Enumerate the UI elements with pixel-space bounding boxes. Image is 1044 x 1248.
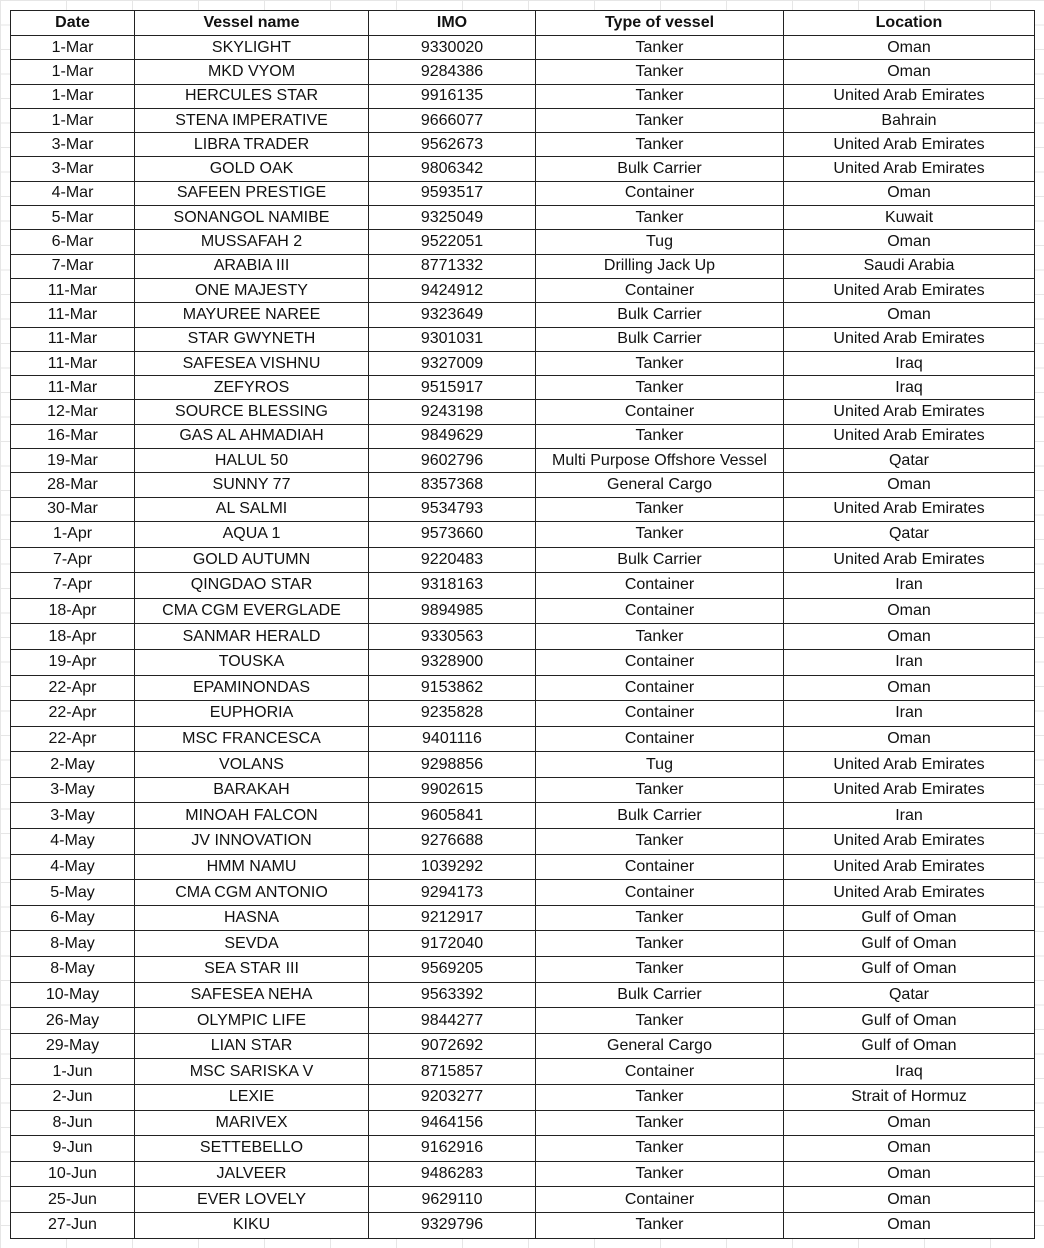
vessel-name-cell[interactable]: ZEFYROS xyxy=(135,376,369,400)
table-row xyxy=(11,497,1035,521)
vessel-name-cell[interactable]: SONANGOL NAMIBE xyxy=(135,206,369,230)
imo-cell[interactable]: 9916135 xyxy=(369,84,536,108)
imo-cell[interactable]: 9666077 xyxy=(369,108,536,132)
imo-cell[interactable]: 9318163 xyxy=(369,573,536,599)
date-cell[interactable]: 1-Mar xyxy=(11,84,135,108)
table-row xyxy=(11,982,1035,1008)
imo-cell[interactable]: 9806342 xyxy=(369,157,536,181)
type-cell[interactable]: Tanker xyxy=(536,1085,784,1111)
imo-cell[interactable]: 9515917 xyxy=(369,376,536,400)
table-row xyxy=(11,303,1035,327)
imo-cell[interactable]: 8357368 xyxy=(369,473,536,497)
table-row xyxy=(11,803,1035,829)
header-row xyxy=(11,11,1035,36)
vessel-name-cell[interactable]: SEVDA xyxy=(135,931,369,957)
location-cell[interactable]: United Arab Emirates xyxy=(784,497,1035,521)
type-cell[interactable]: Tanker xyxy=(536,1212,784,1238)
vessel-name-cell[interactable]: VOLANS xyxy=(135,752,369,778)
type-cell[interactable]: Tanker xyxy=(536,108,784,132)
imo-cell[interactable]: 9294173 xyxy=(369,880,536,906)
imo-cell[interactable]: 9212917 xyxy=(369,905,536,931)
table-row xyxy=(11,905,1035,931)
type-cell[interactable]: Drilling Jack Up xyxy=(536,254,784,278)
vessel-name-cell[interactable]: SETTEBELLO xyxy=(135,1136,369,1162)
vessel-name-cell[interactable]: SUNNY 77 xyxy=(135,473,369,497)
date-cell[interactable]: 6-May xyxy=(11,905,135,931)
type-cell[interactable]: Tanker xyxy=(536,931,784,957)
vessel-name-cell[interactable]: GOLD AUTUMN xyxy=(135,547,369,573)
date-cell[interactable]: 8-May xyxy=(11,957,135,983)
type-cell[interactable]: Tanker xyxy=(536,133,784,157)
table-row xyxy=(11,675,1035,701)
table-row xyxy=(11,880,1035,906)
imo-cell[interactable]: 9298856 xyxy=(369,752,536,778)
vessel-name-cell[interactable]: MUSSAFAH 2 xyxy=(135,230,369,254)
type-cell[interactable]: Container xyxy=(536,1059,784,1085)
date-cell[interactable]: 11-Mar xyxy=(11,351,135,375)
type-cell[interactable]: Tanker xyxy=(536,1008,784,1034)
type-cell[interactable]: Tanker xyxy=(536,905,784,931)
table-row xyxy=(11,624,1035,650)
vessel-name-cell[interactable]: MAYUREE NAREE xyxy=(135,303,369,327)
date-cell[interactable]: 1-Mar xyxy=(11,108,135,132)
table-row xyxy=(11,854,1035,880)
location-cell[interactable]: Bahrain xyxy=(784,108,1035,132)
table-row xyxy=(11,36,1035,60)
date-cell[interactable]: 10-Jun xyxy=(11,1161,135,1187)
vessel-name-cell[interactable]: SAFESEA VISHNU xyxy=(135,351,369,375)
location-cell[interactable]: Gulf of Oman xyxy=(784,931,1035,957)
table-row xyxy=(11,108,1035,132)
location-cell[interactable]: United Arab Emirates xyxy=(784,880,1035,906)
type-cell[interactable]: Bulk Carrier xyxy=(536,982,784,1008)
vessel-name-cell[interactable]: STAR GWYNETH xyxy=(135,327,369,351)
location-cell[interactable]: Qatar xyxy=(784,521,1035,547)
vessel-name-cell[interactable]: MSC SARISKA V xyxy=(135,1059,369,1085)
table-row xyxy=(11,547,1035,573)
location-cell[interactable]: Kuwait xyxy=(784,206,1035,230)
table-row xyxy=(11,1008,1035,1034)
imo-cell[interactable]: 9153862 xyxy=(369,675,536,701)
date-cell[interactable]: 11-Mar xyxy=(11,278,135,302)
type-cell[interactable]: Tanker xyxy=(536,1161,784,1187)
imo-cell[interactable]: 9563392 xyxy=(369,982,536,1008)
header-date[interactable]: Date xyxy=(11,11,135,36)
location-cell[interactable]: Oman xyxy=(784,473,1035,497)
table-row xyxy=(11,230,1035,254)
location-cell[interactable]: Iraq xyxy=(784,351,1035,375)
location-cell[interactable]: United Arab Emirates xyxy=(784,133,1035,157)
location-cell[interactable]: United Arab Emirates xyxy=(784,157,1035,181)
date-cell[interactable]: 4-Mar xyxy=(11,181,135,205)
location-cell[interactable]: Oman xyxy=(784,726,1035,752)
imo-cell[interactable]: 9220483 xyxy=(369,547,536,573)
date-cell[interactable]: 18-Apr xyxy=(11,624,135,650)
date-cell[interactable]: 22-Apr xyxy=(11,675,135,701)
table-row xyxy=(11,598,1035,624)
vessel-name-cell[interactable]: EUPHORIA xyxy=(135,701,369,727)
location-cell[interactable]: Strait of Hormuz xyxy=(784,1085,1035,1111)
location-cell[interactable]: United Arab Emirates xyxy=(784,777,1035,803)
type-cell[interactable]: Tug xyxy=(536,230,784,254)
imo-cell[interactable]: 9284386 xyxy=(369,60,536,84)
imo-cell[interactable]: 9593517 xyxy=(369,181,536,205)
date-cell[interactable]: 11-Mar xyxy=(11,376,135,400)
date-cell[interactable]: 6-Mar xyxy=(11,230,135,254)
location-cell[interactable]: United Arab Emirates xyxy=(784,84,1035,108)
imo-cell[interactable]: 9276688 xyxy=(369,829,536,855)
vessel-name-cell[interactable]: TOUSKA xyxy=(135,649,369,675)
table-row xyxy=(11,84,1035,108)
vessel-name-cell[interactable]: AQUA 1 xyxy=(135,521,369,547)
imo-cell[interactable]: 9327009 xyxy=(369,351,536,375)
type-cell[interactable]: Bulk Carrier xyxy=(536,803,784,829)
table-row xyxy=(11,157,1035,181)
location-cell[interactable]: Oman xyxy=(784,1161,1035,1187)
vessel-name-cell[interactable]: SOURCE BLESSING xyxy=(135,400,369,424)
location-cell[interactable]: Iran xyxy=(784,649,1035,675)
vessel-name-cell[interactable]: LIAN STAR xyxy=(135,1033,369,1059)
location-cell[interactable]: Oman xyxy=(784,181,1035,205)
type-cell[interactable]: Tanker xyxy=(536,206,784,230)
location-cell[interactable]: United Arab Emirates xyxy=(784,400,1035,424)
type-cell[interactable]: Container xyxy=(536,278,784,302)
location-cell[interactable]: Gulf of Oman xyxy=(784,957,1035,983)
table-body xyxy=(11,36,1035,1239)
date-cell[interactable]: 29-May xyxy=(11,1033,135,1059)
date-cell[interactable]: 12-Mar xyxy=(11,400,135,424)
imo-cell[interactable]: 9569205 xyxy=(369,957,536,983)
imo-cell[interactable]: 9573660 xyxy=(369,521,536,547)
vessel-name-cell[interactable]: KIKU xyxy=(135,1212,369,1238)
location-cell[interactable]: Saudi Arabia xyxy=(784,254,1035,278)
date-cell[interactable]: 3-Mar xyxy=(11,157,135,181)
date-cell[interactable]: 4-May xyxy=(11,829,135,855)
imo-cell[interactable]: 8771332 xyxy=(369,254,536,278)
vessel-name-cell[interactable]: HERCULES STAR xyxy=(135,84,369,108)
type-cell[interactable]: Bulk Carrier xyxy=(536,547,784,573)
imo-cell[interactable]: 9486283 xyxy=(369,1161,536,1187)
vessel-name-cell[interactable]: GOLD OAK xyxy=(135,157,369,181)
date-cell[interactable]: 2-Jun xyxy=(11,1085,135,1111)
date-cell[interactable]: 11-Mar xyxy=(11,327,135,351)
imo-cell[interactable]: 8715857 xyxy=(369,1059,536,1085)
table-row xyxy=(11,351,1035,375)
imo-cell[interactable]: 9424912 xyxy=(369,278,536,302)
location-cell[interactable]: Oman xyxy=(784,60,1035,84)
table-row xyxy=(11,449,1035,473)
table-row xyxy=(11,254,1035,278)
date-cell[interactable]: 27-Jun xyxy=(11,1212,135,1238)
location-cell[interactable]: Qatar xyxy=(784,449,1035,473)
location-cell[interactable]: United Arab Emirates xyxy=(784,547,1035,573)
date-cell[interactable]: 3-Mar xyxy=(11,133,135,157)
vessel-name-cell[interactable]: MSC FRANCESCA xyxy=(135,726,369,752)
table-row xyxy=(11,424,1035,448)
table-row xyxy=(11,133,1035,157)
vessel-name-cell[interactable]: STENA IMPERATIVE xyxy=(135,108,369,132)
date-cell[interactable]: 30-Mar xyxy=(11,497,135,521)
type-cell[interactable]: Container xyxy=(536,649,784,675)
vessel-name-cell[interactable]: OLYMPIC LIFE xyxy=(135,1008,369,1034)
type-cell[interactable]: Container xyxy=(536,181,784,205)
date-cell[interactable]: 19-Mar xyxy=(11,449,135,473)
type-cell[interactable]: Container xyxy=(536,726,784,752)
location-cell[interactable]: Iran xyxy=(784,573,1035,599)
type-cell[interactable]: Tanker xyxy=(536,84,784,108)
date-cell[interactable]: 25-Jun xyxy=(11,1187,135,1213)
date-cell[interactable]: 2-May xyxy=(11,752,135,778)
vessel-name-cell[interactable]: EPAMINONDAS xyxy=(135,675,369,701)
vessel-name-cell[interactable]: SEA STAR III xyxy=(135,957,369,983)
date-cell[interactable]: 1-Mar xyxy=(11,60,135,84)
location-cell[interactable]: Oman xyxy=(784,36,1035,60)
table-row xyxy=(11,327,1035,351)
table-row xyxy=(11,1136,1035,1162)
type-cell[interactable]: General Cargo xyxy=(536,1033,784,1059)
table-row xyxy=(11,1212,1035,1238)
date-cell[interactable]: 18-Apr xyxy=(11,598,135,624)
type-cell[interactable]: Bulk Carrier xyxy=(536,327,784,351)
imo-cell[interactable]: 9328900 xyxy=(369,649,536,675)
date-cell[interactable]: 19-Apr xyxy=(11,649,135,675)
vessel-name-cell[interactable]: HALUL 50 xyxy=(135,449,369,473)
location-cell[interactable]: Oman xyxy=(784,1212,1035,1238)
type-cell[interactable]: Tanker xyxy=(536,60,784,84)
type-cell[interactable]: General Cargo xyxy=(536,473,784,497)
table-row xyxy=(11,829,1035,855)
type-cell[interactable]: Container xyxy=(536,573,784,599)
date-cell[interactable]: 7-Apr xyxy=(11,547,135,573)
table-row xyxy=(11,726,1035,752)
type-cell[interactable]: Container xyxy=(536,1187,784,1213)
imo-cell[interactable]: 9844277 xyxy=(369,1008,536,1034)
type-cell[interactable]: Container xyxy=(536,675,784,701)
date-cell[interactable]: 8-May xyxy=(11,931,135,957)
date-cell[interactable]: 5-Mar xyxy=(11,206,135,230)
location-cell[interactable]: Oman xyxy=(784,230,1035,254)
date-cell[interactable]: 7-Mar xyxy=(11,254,135,278)
location-cell[interactable]: Iraq xyxy=(784,1059,1035,1085)
type-cell[interactable]: Tanker xyxy=(536,497,784,521)
imo-cell[interactable]: 9235828 xyxy=(369,701,536,727)
table-row xyxy=(11,521,1035,547)
table-row xyxy=(11,473,1035,497)
vessel-name-cell[interactable]: LIBRA TRADER xyxy=(135,133,369,157)
imo-cell[interactable]: 9325049 xyxy=(369,206,536,230)
date-cell[interactable]: 26-May xyxy=(11,1008,135,1034)
date-cell[interactable]: 28-Mar xyxy=(11,473,135,497)
table-row xyxy=(11,1085,1035,1111)
vessel-name-cell[interactable]: JV INNOVATION xyxy=(135,829,369,855)
imo-cell[interactable]: 9602796 xyxy=(369,449,536,473)
date-cell[interactable]: 16-Mar xyxy=(11,424,135,448)
imo-cell[interactable]: 1039292 xyxy=(369,854,536,880)
imo-cell[interactable]: 9072692 xyxy=(369,1033,536,1059)
date-cell[interactable]: 22-Apr xyxy=(11,701,135,727)
type-cell[interactable]: Container xyxy=(536,598,784,624)
location-cell[interactable]: Oman xyxy=(784,303,1035,327)
location-cell[interactable]: Oman xyxy=(784,675,1035,701)
table-row xyxy=(11,1110,1035,1136)
location-cell[interactable]: Oman xyxy=(784,1187,1035,1213)
type-cell[interactable]: Container xyxy=(536,880,784,906)
date-cell[interactable]: 8-Jun xyxy=(11,1110,135,1136)
imo-cell[interactable]: 9902615 xyxy=(369,777,536,803)
location-cell[interactable]: Iraq xyxy=(784,376,1035,400)
location-cell[interactable]: Iran xyxy=(784,701,1035,727)
date-cell[interactable]: 3-May xyxy=(11,803,135,829)
location-cell[interactable]: United Arab Emirates xyxy=(784,752,1035,778)
type-cell[interactable]: Bulk Carrier xyxy=(536,157,784,181)
vessel-name-cell[interactable]: SAFESEA NEHA xyxy=(135,982,369,1008)
type-cell[interactable]: Bulk Carrier xyxy=(536,303,784,327)
vessel-name-cell[interactable]: MKD VYOM xyxy=(135,60,369,84)
vessel-name-cell[interactable]: GAS AL AHMADIAH xyxy=(135,424,369,448)
table-row xyxy=(11,777,1035,803)
imo-cell[interactable]: 9849629 xyxy=(369,424,536,448)
type-cell[interactable]: Tanker xyxy=(536,521,784,547)
imo-cell[interactable]: 9464156 xyxy=(369,1110,536,1136)
table-row xyxy=(11,60,1035,84)
imo-cell[interactable]: 9629110 xyxy=(369,1187,536,1213)
location-cell[interactable]: Iran xyxy=(784,803,1035,829)
table-row xyxy=(11,701,1035,727)
vessel-table xyxy=(10,10,1035,1239)
table-row xyxy=(11,1033,1035,1059)
type-cell[interactable]: Multi Purpose Offshore Vessel xyxy=(536,449,784,473)
date-cell[interactable]: 3-May xyxy=(11,777,135,803)
vessel-name-cell[interactable]: BARAKAH xyxy=(135,777,369,803)
table-row xyxy=(11,1187,1035,1213)
vessel-name-cell[interactable]: ARABIA III xyxy=(135,254,369,278)
header-type-of-vessel[interactable]: Type of vessel xyxy=(536,11,784,36)
vessel-name-cell[interactable]: AL SALMI xyxy=(135,497,369,521)
vessel-name-cell[interactable]: EVER LOVELY xyxy=(135,1187,369,1213)
type-cell[interactable]: Tanker xyxy=(536,1110,784,1136)
vessel-name-cell[interactable]: SKYLIGHT xyxy=(135,36,369,60)
type-cell[interactable]: Tanker xyxy=(536,1136,784,1162)
location-cell[interactable]: Oman xyxy=(784,624,1035,650)
date-cell[interactable]: 1-Jun xyxy=(11,1059,135,1085)
type-cell[interactable]: Tug xyxy=(536,752,784,778)
location-cell[interactable]: Gulf of Oman xyxy=(784,905,1035,931)
vessel-name-cell[interactable]: QINGDAO STAR xyxy=(135,573,369,599)
table-row xyxy=(11,752,1035,778)
vessel-name-cell[interactable]: CMA CGM EVERGLADE xyxy=(135,598,369,624)
header-location[interactable]: Location xyxy=(784,11,1035,36)
table-row xyxy=(11,376,1035,400)
date-cell[interactable]: 1-Apr xyxy=(11,521,135,547)
location-cell[interactable]: United Arab Emirates xyxy=(784,278,1035,302)
imo-cell[interactable]: 9522051 xyxy=(369,230,536,254)
type-cell[interactable]: Tanker xyxy=(536,957,784,983)
vessel-name-cell[interactable]: SANMAR HERALD xyxy=(135,624,369,650)
imo-cell[interactable]: 9203277 xyxy=(369,1085,536,1111)
vessel-name-cell[interactable]: CMA CGM ANTONIO xyxy=(135,880,369,906)
type-cell[interactable]: Tanker xyxy=(536,829,784,855)
type-cell[interactable]: Container xyxy=(536,854,784,880)
location-cell[interactable]: United Arab Emirates xyxy=(784,829,1035,855)
vessel-name-cell[interactable]: LEXIE xyxy=(135,1085,369,1111)
imo-cell[interactable]: 9172040 xyxy=(369,931,536,957)
header-vessel-name[interactable]: Vessel name xyxy=(135,11,369,36)
table-row xyxy=(11,206,1035,230)
date-cell[interactable]: 1-Mar xyxy=(11,36,135,60)
vessel-name-cell[interactable]: MARIVEX xyxy=(135,1110,369,1136)
type-cell[interactable]: Tanker xyxy=(536,376,784,400)
imo-cell[interactable]: 9162916 xyxy=(369,1136,536,1162)
location-cell[interactable]: Oman xyxy=(784,1136,1035,1162)
location-cell[interactable]: Gulf of Oman xyxy=(784,1033,1035,1059)
type-cell[interactable]: Tanker xyxy=(536,624,784,650)
type-cell[interactable]: Container xyxy=(536,400,784,424)
imo-cell[interactable]: 9605841 xyxy=(369,803,536,829)
location-cell[interactable]: United Arab Emirates xyxy=(784,327,1035,351)
table-row xyxy=(11,400,1035,424)
date-cell[interactable]: 9-Jun xyxy=(11,1136,135,1162)
vessel-name-cell[interactable]: HMM NAMU xyxy=(135,854,369,880)
date-cell[interactable]: 5-May xyxy=(11,880,135,906)
table-row xyxy=(11,957,1035,983)
table-row xyxy=(11,931,1035,957)
imo-cell[interactable]: 9562673 xyxy=(369,133,536,157)
imo-cell[interactable]: 9534793 xyxy=(369,497,536,521)
imo-cell[interactable]: 9301031 xyxy=(369,327,536,351)
vessel-name-cell[interactable]: HASNA xyxy=(135,905,369,931)
table-row xyxy=(11,181,1035,205)
imo-cell[interactable]: 9323649 xyxy=(369,303,536,327)
header-imo[interactable]: IMO xyxy=(369,11,536,36)
imo-cell[interactable]: 9243198 xyxy=(369,400,536,424)
vessel-name-cell[interactable]: MINOAH FALCON xyxy=(135,803,369,829)
location-cell[interactable]: Qatar xyxy=(784,982,1035,1008)
location-cell[interactable]: Gulf of Oman xyxy=(784,1008,1035,1034)
date-cell[interactable]: 22-Apr xyxy=(11,726,135,752)
type-cell[interactable]: Tanker xyxy=(536,36,784,60)
date-cell[interactable]: 11-Mar xyxy=(11,303,135,327)
type-cell[interactable]: Tanker xyxy=(536,351,784,375)
date-cell[interactable]: 4-May xyxy=(11,854,135,880)
table-row xyxy=(11,649,1035,675)
type-cell[interactable]: Tanker xyxy=(536,424,784,448)
imo-cell[interactable]: 9329796 xyxy=(369,1212,536,1238)
location-cell[interactable]: Oman xyxy=(784,598,1035,624)
location-cell[interactable]: United Arab Emirates xyxy=(784,424,1035,448)
table-row xyxy=(11,573,1035,599)
location-cell[interactable]: Oman xyxy=(784,1110,1035,1136)
date-cell[interactable]: 10-May xyxy=(11,982,135,1008)
vessel-name-cell[interactable]: SAFEEN PRESTIGE xyxy=(135,181,369,205)
table-row xyxy=(11,1059,1035,1085)
location-cell[interactable]: United Arab Emirates xyxy=(784,854,1035,880)
imo-cell[interactable]: 9401116 xyxy=(369,726,536,752)
type-cell[interactable]: Tanker xyxy=(536,777,784,803)
table-row xyxy=(11,1161,1035,1187)
vessel-name-cell[interactable]: ONE MAJESTY xyxy=(135,278,369,302)
date-cell[interactable]: 7-Apr xyxy=(11,573,135,599)
imo-cell[interactable]: 9330563 xyxy=(369,624,536,650)
imo-cell[interactable]: 9894985 xyxy=(369,598,536,624)
table-row xyxy=(11,278,1035,302)
type-cell[interactable]: Container xyxy=(536,701,784,727)
imo-cell[interactable]: 9330020 xyxy=(369,36,536,60)
vessel-name-cell[interactable]: JALVEER xyxy=(135,1161,369,1187)
